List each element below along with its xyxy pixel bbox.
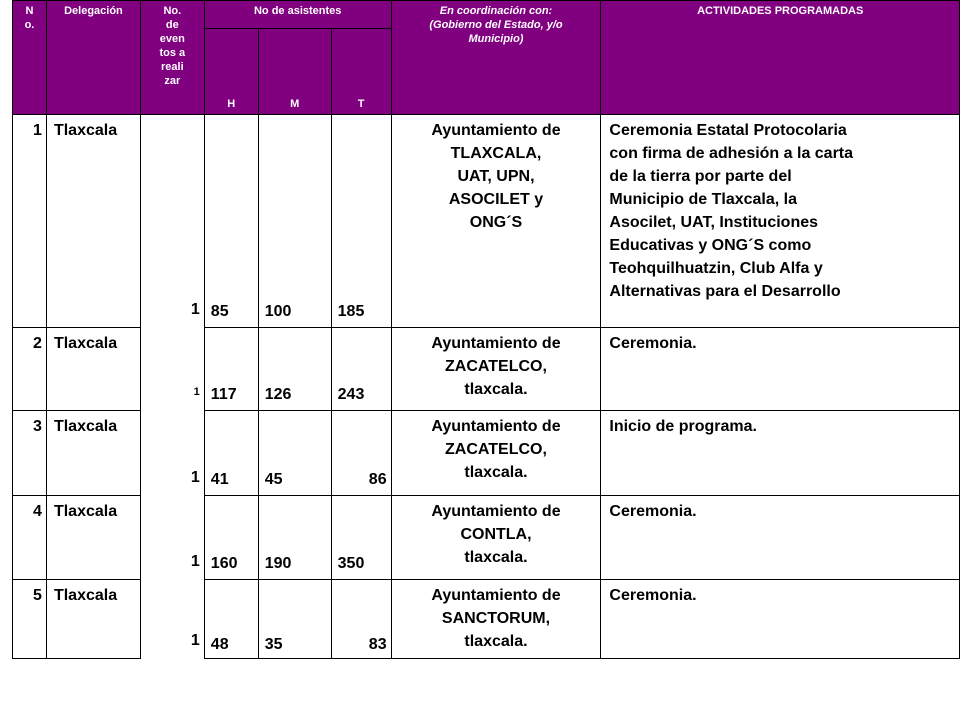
row-coordinacion: Ayuntamiento de ZACATELCO, tlaxcala. [391, 328, 601, 411]
row-h: 117 [204, 328, 258, 411]
row-m: 126 [258, 328, 331, 411]
row-eventos: 1 [140, 580, 204, 659]
row-h: 41 [204, 411, 258, 496]
row-m: 45 [258, 411, 331, 496]
row-no: 2 [13, 328, 47, 411]
row-no: 1 [13, 115, 47, 328]
header-delegacion: Delegación [46, 1, 140, 115]
row-h: 48 [204, 580, 258, 659]
row-eventos: 1 [140, 496, 204, 580]
row-coordinacion: Ayuntamiento de SANCTORUM, tlaxcala. [391, 580, 601, 659]
header-row [13, 1, 960, 29]
row-no: 5 [13, 580, 47, 659]
header-coordinacion: En coordinación con: (Gobierno del Estado, y/o Municipio) [391, 1, 601, 115]
row-t: 86 [331, 411, 391, 496]
table-row [13, 580, 960, 659]
row-m: 100 [258, 115, 331, 328]
row-eventos: 1 [140, 115, 204, 328]
row-h: 85 [204, 115, 258, 328]
row-no: 3 [13, 411, 47, 496]
header-m: M [258, 29, 331, 115]
row-eventos: 1 [140, 328, 204, 411]
row-coordinacion: Ayuntamiento de TLAXCALA, UAT, UPN, ASOCILET y ONG´S [391, 115, 601, 328]
header-asistentes: No de asistentes [204, 1, 391, 29]
row-t: 243 [331, 328, 391, 411]
row-h: 160 [204, 496, 258, 580]
row-m: 35 [258, 580, 331, 659]
row-delegacion: Tlaxcala [46, 328, 140, 411]
row-eventos: 1 [140, 411, 204, 496]
table-row [13, 411, 960, 496]
header-t: T [331, 29, 391, 115]
row-coordinacion: Ayuntamiento de CONTLA, tlaxcala. [391, 496, 601, 580]
row-t: 83 [331, 580, 391, 659]
header-actividades: ACTIVIDADES PROGRAMADAS [601, 1, 960, 115]
table-row [13, 115, 960, 328]
row-actividades: Ceremonia Estatal Protocolaria con firma de adhesión a la carta de la tierra por parte del Municipio de Tlaxcala, la Asocilet, UAT, Instituciones Educativas y ONG´S como Teohquilhuatzin, Club Alfa y Alternativas para el Desarrollo [601, 115, 960, 328]
row-delegacion: Tlaxcala [46, 411, 140, 496]
table-row [13, 328, 960, 411]
row-delegacion: Tlaxcala [46, 115, 140, 328]
row-delegacion: Tlaxcala [46, 580, 140, 659]
row-t: 350 [331, 496, 391, 580]
header-eventos: No. de even tos a reali zar [140, 1, 204, 115]
header-h: H [204, 29, 258, 115]
row-no: 4 [13, 496, 47, 580]
row-coordinacion: Ayuntamiento de ZACATELCO, tlaxcala. [391, 411, 601, 496]
row-delegacion: Tlaxcala [46, 496, 140, 580]
row-actividades: Ceremonia. [601, 580, 960, 659]
row-actividades: Inicio de programa. [601, 411, 960, 496]
events-table [12, 0, 960, 659]
row-actividades: Ceremonia. [601, 496, 960, 580]
header-no: N o. [13, 1, 47, 115]
row-actividades: Ceremonia. [601, 328, 960, 411]
row-t: 185 [331, 115, 391, 328]
table-row [13, 496, 960, 580]
row-m: 190 [258, 496, 331, 580]
